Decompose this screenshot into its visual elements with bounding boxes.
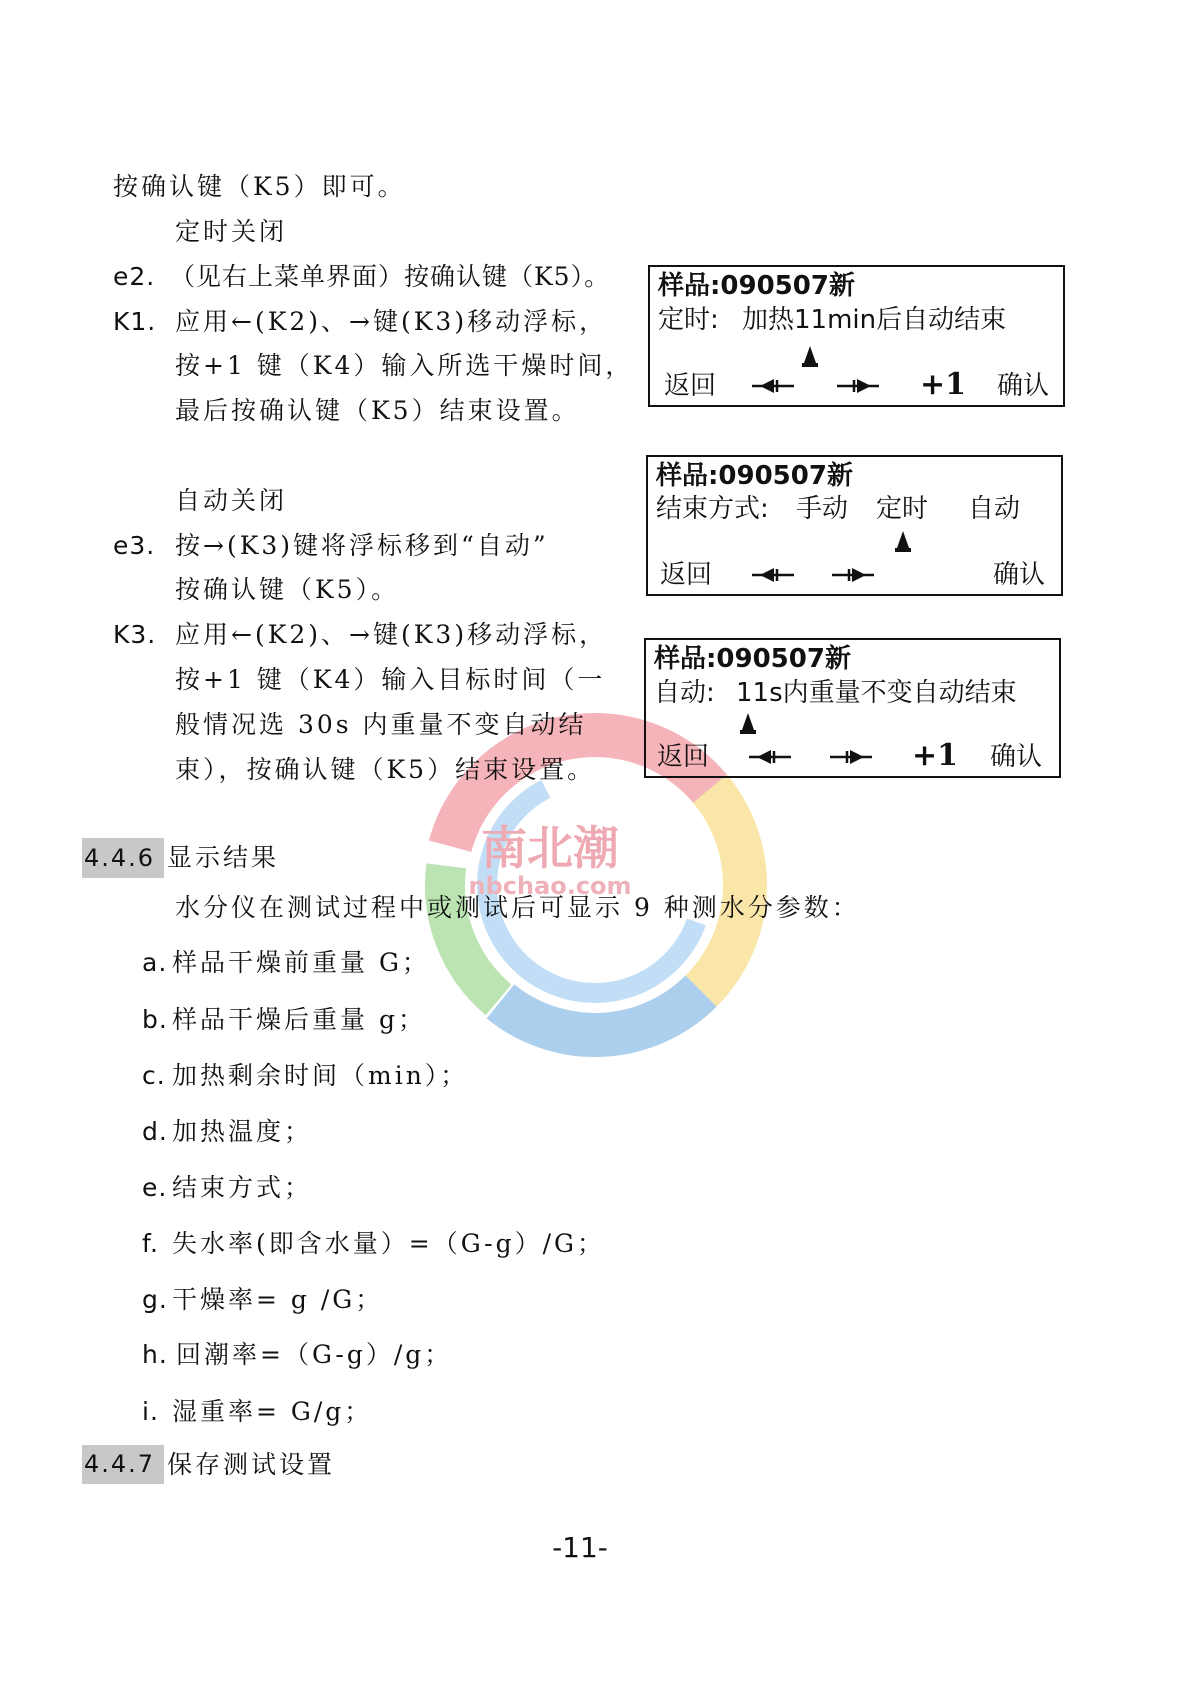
step-e3-line: 按确认键（K5）。 [175, 575, 400, 604]
section-446-intro: 水分仪在测试过程中或测试后可显示 9 种测水分参数： [175, 893, 860, 922]
list-item: 湿重率= G/g； [172, 1397, 373, 1426]
right-arrow-icon [828, 742, 874, 772]
lcd-mode-label: 自动: [654, 678, 715, 708]
list-item-label: a. [142, 948, 168, 977]
step-label-k3: K3. [113, 620, 157, 649]
lcd-sample-line: 样品:090507新 [658, 271, 855, 301]
list-item-label: c. [142, 1061, 166, 1090]
lcd-plus-one-label: +1 [920, 367, 967, 402]
step-k3-line: 应用←(K2)、→键(K3)移动浮标， [175, 620, 608, 649]
cursor-marker-icon [801, 345, 819, 369]
list-item-label: h. [142, 1340, 168, 1369]
step-k3-line: 束），按确认键（K5）结束设置。 [175, 755, 596, 784]
list-item: 样品干燥后重量 g； [172, 1005, 426, 1034]
lcd-mode-label: 定时: [658, 305, 719, 335]
list-item-label: g. [142, 1285, 168, 1314]
lcd-confirm-label: 确认 [997, 371, 1050, 401]
subheading-auto-off: 自动关闭 [175, 486, 288, 515]
step-k1-line: 应用←(K2)、→键(K3)移动浮标， [175, 307, 608, 336]
step-label-e2: e2. [113, 262, 156, 291]
step-e3-line: 按→(K3)键将浮标移到“自动” [175, 531, 549, 560]
lcd-plus-one-label: +1 [912, 738, 959, 773]
section-title-447: 保存测试设置 [167, 1450, 336, 1479]
lcd-confirm-label: 确认 [993, 560, 1046, 590]
watermark-inner-ring [457, 747, 734, 1024]
lcd-back-label: 返回 [664, 371, 717, 401]
step-k1-line: 最后按确认键（K5）结束设置。 [175, 396, 580, 425]
list-item: 加热温度； [172, 1117, 313, 1146]
left-arrow-icon [747, 742, 793, 772]
lcd-mode-value: 11s内重量不变自动结束 [736, 678, 1017, 708]
cursor-marker-icon [894, 530, 912, 554]
list-item: 回潮率=（G-g）/g； [176, 1340, 453, 1369]
step-label-e3: e3. [113, 531, 156, 560]
watermark-domain: nbchao.com [468, 872, 632, 900]
lcd-option-manual: 手动 [796, 494, 849, 524]
lcd-mode-label: 结束方式: [656, 494, 769, 524]
list-item: 失水率(即含水量）=（G-g）/G； [172, 1229, 605, 1258]
section-number-446: 4.4.6 [82, 838, 164, 878]
step-label-k1: K1. [113, 307, 157, 336]
right-arrow-icon [830, 560, 876, 590]
list-item: 加热剩余时间（min）； [172, 1061, 469, 1090]
lcd-back-label: 返回 [660, 560, 713, 590]
right-arrow-icon [835, 371, 881, 401]
subheading-timed-off: 定时关闭 [175, 217, 288, 246]
list-item-label: f. [142, 1229, 159, 1258]
left-arrow-icon [750, 371, 796, 401]
list-item: 结束方式； [172, 1173, 313, 1202]
intro-line: 按确认键（K5）即可。 [113, 172, 406, 201]
step-k3-line: 般情况选 30s 内重量不变自动结 [175, 710, 587, 739]
lcd-screen-auto [644, 638, 1061, 778]
step-k1-line: 按+1 键（K4）输入所选干燥时间， [175, 351, 634, 380]
step-k3-line: 按+1 键（K4）输入目标时间（一 [175, 665, 606, 694]
lcd-screen-end-mode [646, 455, 1063, 596]
lcd-sample-line: 样品:090507新 [656, 461, 853, 491]
left-arrow-icon [750, 560, 796, 590]
lcd-option-timed: 定时 [876, 494, 929, 524]
page-number: -11- [552, 1531, 608, 1564]
list-item-label: d. [142, 1117, 168, 1146]
watermark-brand: 南北潮 [481, 821, 619, 875]
list-item-label: i. [142, 1397, 159, 1426]
list-item: 样品干燥前重量 G； [172, 948, 430, 977]
section-number-447: 4.4.7 [82, 1445, 164, 1484]
list-item: 干燥率= g /G； [172, 1285, 384, 1314]
step-e2-text: （见右上菜单界面）按确认键（K5）。 [170, 262, 611, 291]
list-item-label: e. [142, 1173, 168, 1202]
lcd-option-auto: 自动 [968, 494, 1021, 524]
lcd-screen-timed [648, 265, 1065, 407]
cursor-marker-icon [739, 712, 757, 736]
lcd-confirm-label: 确认 [990, 742, 1043, 772]
section-title-446: 显示结果 [167, 843, 280, 872]
list-item-label: b. [142, 1005, 168, 1034]
lcd-mode-value: 加热11min后自动结束 [742, 305, 1007, 335]
lcd-back-label: 返回 [657, 742, 710, 772]
lcd-sample-line: 样品:090507新 [654, 644, 851, 674]
